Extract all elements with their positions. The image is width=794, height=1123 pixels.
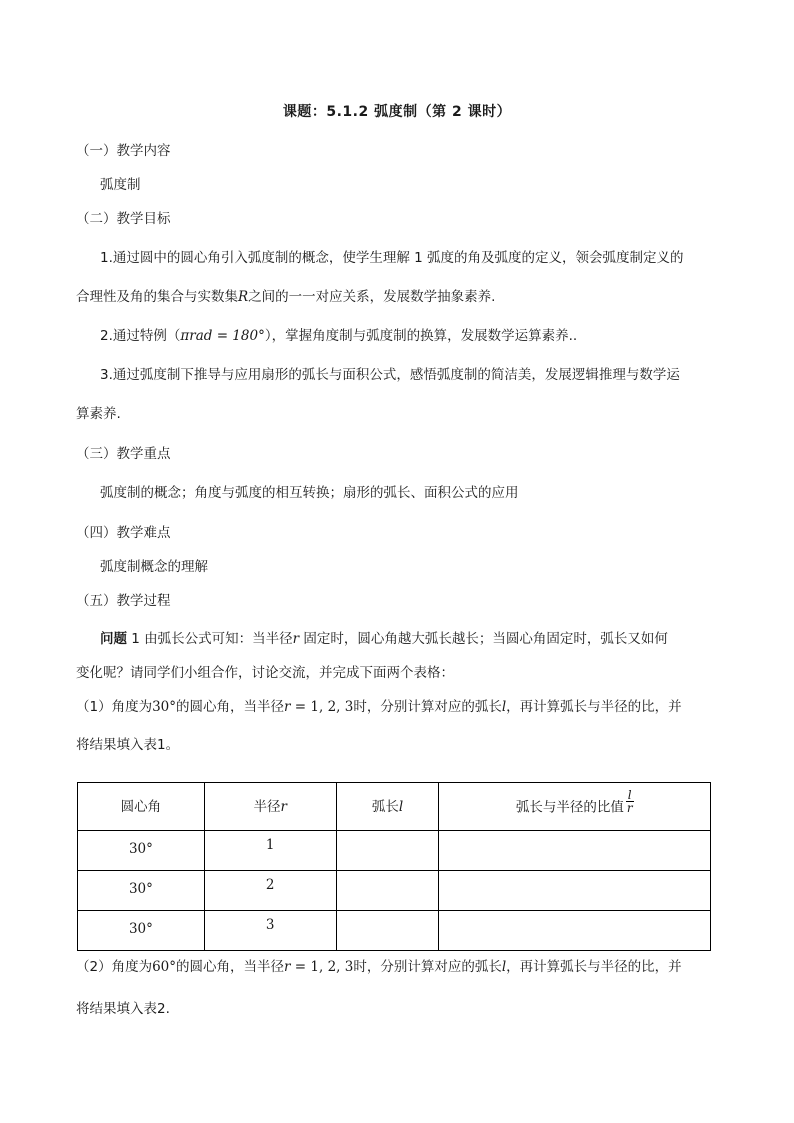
question1-line2: 变化呢？请同学们小组合作，讨论交流，并完成下面两个表格： — [76, 665, 454, 681]
cell-arc-length[interactable] — [336, 871, 439, 911]
question1-line1: 问题 1 由弧长公式可知：当半径r 固定时，圆心角越大弧长越长；当圆心角固定时，弧长又如何 — [100, 631, 668, 647]
pi-rad-formula: πrad = 180° — [180, 328, 265, 344]
section3-heading: （三）教学重点 — [76, 446, 171, 462]
header-angle: 圆心角 — [78, 783, 205, 831]
goal3-line2: 算素养. — [76, 406, 121, 422]
ratio-fraction: $\frac{l}{r}$ — [626, 788, 633, 815]
cell-angle: 30° — [78, 831, 205, 871]
section3-content: 弧度制的概念；角度与弧度的相互转换；扇形的弧长、面积公式的应用 — [100, 485, 519, 501]
goal1-line2: 合理性及角的集合与实数集R之间的一一对应关系，发展数学抽象素养. — [76, 289, 496, 305]
goal1-line1: 1.通过圆中的圆心角引入弧度制的概念，使学生理解 1 弧度的角及弧度的定义，领会弧度制定义的 — [100, 250, 684, 266]
goal3-line1: 3.通过弧度制下推导与应用扇形的弧长与面积公式，感悟弧度制的简洁美，发展逻辑推理与数学运 — [100, 367, 680, 383]
cell-radius: 1 — [204, 831, 336, 871]
cell-arc-length[interactable] — [336, 831, 439, 871]
cell-angle: 30° — [78, 911, 205, 951]
section2-heading: （二）教学目标 — [76, 211, 171, 227]
cell-ratio[interactable] — [439, 871, 711, 911]
question-label: 问题 — [100, 631, 127, 647]
section1-content: 弧度制 — [100, 177, 141, 193]
goal2-line: 2.通过特例（πrad = 180°），掌握角度制与弧度制的换算，发展数学运算素养.. — [100, 328, 578, 344]
table-1 — [77, 782, 711, 951]
header-ratio: 弧长与半径的比值 $\frac{l}{r}$ — [439, 783, 711, 831]
part2-line1: （2）角度为60°的圆心角，当半径r = 1, 2, 3时，分别计算对应的弧长l，再计算弧长与半径的比，并 — [76, 959, 682, 975]
section1-heading: （一）教学内容 — [76, 143, 171, 159]
table-header-row — [78, 783, 711, 831]
set-r-symbol: R — [238, 289, 249, 305]
header-arc-length: 弧长l — [336, 783, 439, 831]
cell-angle: 30° — [78, 871, 205, 911]
cell-radius: 3 — [204, 911, 336, 951]
header-radius: 半径r — [204, 783, 336, 831]
table-row — [78, 831, 711, 871]
part2-line2: 将结果填入表2. — [76, 1001, 170, 1017]
part1-line2: 将结果填入表1。 — [76, 737, 180, 753]
section4-content: 弧度制概念的理解 — [100, 559, 208, 575]
cell-ratio[interactable] — [439, 911, 711, 951]
cell-ratio[interactable] — [439, 831, 711, 871]
table-row — [78, 871, 711, 911]
section4-heading: （四）教学难点 — [76, 525, 171, 541]
section5-heading: （五）教学过程 — [76, 593, 171, 609]
cell-arc-length[interactable] — [336, 911, 439, 951]
page-title: 课题：5.1.2 弧度制（第 2 课时） — [282, 104, 512, 120]
cell-radius: 2 — [204, 871, 336, 911]
table-row — [78, 911, 711, 951]
part1-line1: （1）角度为30°的圆心角，当半径r = 1, 2, 3时，分别计算对应的弧长l，再计算弧长与半径的比，并 — [76, 699, 682, 715]
